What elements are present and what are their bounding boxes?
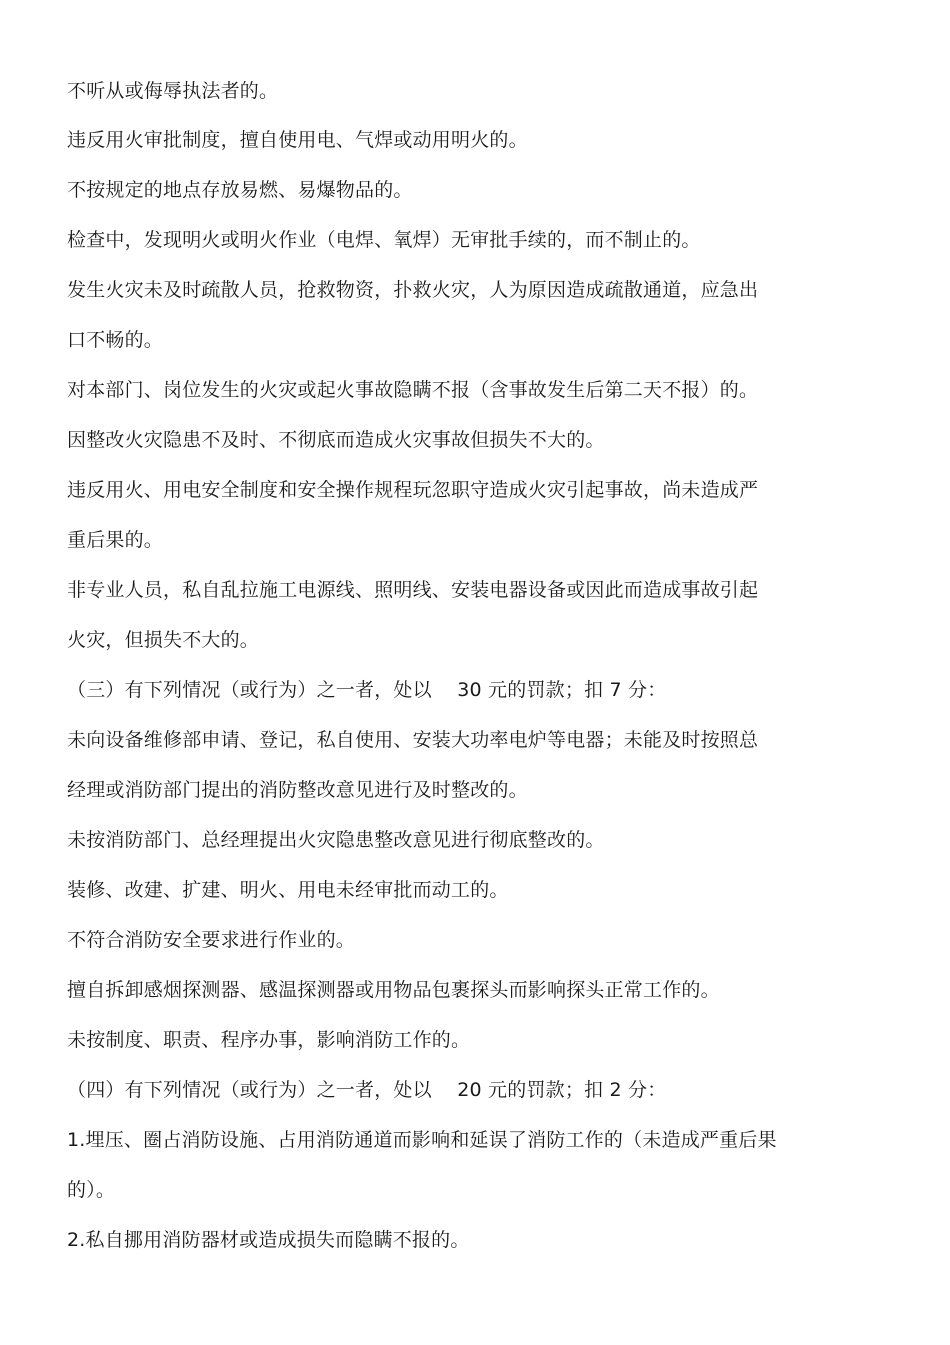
section-heading-4: （四）有下列情况（或行为）之一者，处以 20 元的罚款；扣 2 分： xyxy=(67,1079,667,1101)
text-line-14: 未向设备维修部申请、登记，私自使用、安装大功率电炉等电器；未能及时按照总 xyxy=(67,729,759,751)
text-line-20: 未按制度、职责、程序办事，影响消防工作的。 xyxy=(67,1029,471,1051)
text-line-16: 未按消防部门、总经理提出火灾隐患整改意见进行彻底整改的。 xyxy=(67,829,605,851)
text-line-12: 火灾，但损失不大的。 xyxy=(67,629,260,651)
text-line-2: 违反用火审批制度，擅自使用电、气焊或动用明火的。 xyxy=(67,129,528,151)
section-heading-3: （三）有下列情况（或行为）之一者，处以 30 元的罚款；扣 7 分： xyxy=(67,679,667,701)
text-line-11: 非专业人员，私自乱拉施工电源线、照明线、安装电器设备或因此而造成事故引起 xyxy=(67,579,759,601)
text-line-5: 发生火灾未及时疏散人员，抢救物资，扑救火灾，人为原因造成疏散通道，应急出 xyxy=(67,279,759,301)
text-line-4: 检查中，发现明火或明火作业（电焊、氧焊）无审批手续的，而不制止的。 xyxy=(67,229,701,251)
text-line-15: 经理或消防部门提出的消防整改意见进行及时整改的。 xyxy=(67,779,528,801)
text-line-6: 口不畅的。 xyxy=(67,329,164,351)
list-item-1-continued: 的）。 xyxy=(67,1179,116,1201)
text-line-3: 不按规定的地点存放易燃、易爆物品的。 xyxy=(67,179,413,201)
text-line-17: 装修、改建、扩建、明火、用电未经审批而动工的。 xyxy=(67,879,509,901)
text-line-18: 不符合消防安全要求进行作业的。 xyxy=(67,929,356,951)
text-line-19: 擅自拆卸感烟探测器、感温探测器或用物品包裹探头而影响探头正常工作的。 xyxy=(67,979,720,1001)
text-line-1: 不听从或侮辱执法者的。 xyxy=(67,80,279,102)
list-item-2: 2.私自挪用消防器材或造成损失而隐瞒不报的。 xyxy=(67,1229,470,1251)
list-item-1: 1.埋压、圈占消防设施、占用消防通道而影响和延误了消防工作的（未造成严重后果 xyxy=(67,1129,777,1151)
text-line-10: 重后果的。 xyxy=(67,529,164,551)
text-line-8: 因整改火灾隐患不及时、不彻底而造成火灾事故但损失不大的。 xyxy=(67,429,605,451)
text-line-7: 对本部门、岗位发生的火灾或起火事故隐瞒不报（含事故发生后第二天不报）的。 xyxy=(67,379,759,401)
text-line-9: 违反用火、用电安全制度和安全操作规程玩忽职守造成火灾引起事故，尚未造成严 xyxy=(67,479,759,501)
